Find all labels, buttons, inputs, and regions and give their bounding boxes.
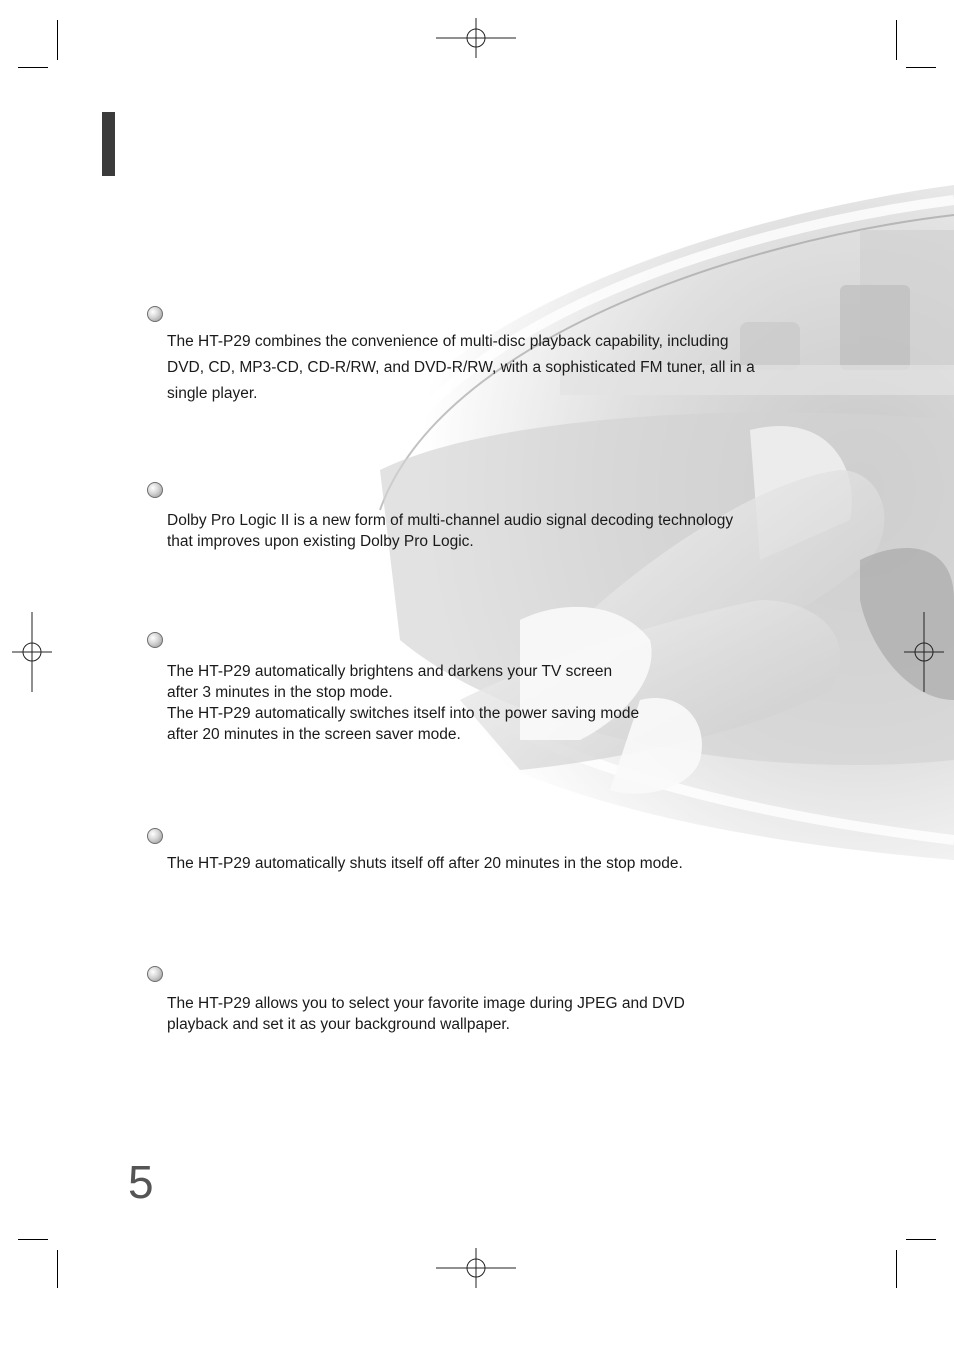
crop-mark	[18, 1239, 48, 1240]
feature-description	[167, 329, 755, 407]
page-number: 5	[128, 1156, 154, 1208]
feature-description	[167, 853, 683, 874]
feature-text-line: The HT-P29 combines the convenience of multi-disc playback capability, including	[167, 333, 729, 350]
feature-text-line: playback and set it as your background wallpaper.	[167, 1016, 510, 1033]
crop-mark	[906, 1239, 936, 1240]
feature-text-line: Dolby Pro Logic II is a new form of multi-channel audio signal decoding technology	[167, 512, 734, 529]
crop-mark	[896, 20, 897, 60]
sphere-bullet-icon	[147, 828, 163, 844]
feature-text-line: single player.	[167, 385, 258, 402]
crop-mark	[57, 1250, 58, 1288]
feature-text-line: DVD, CD, MP3-CD, CD-R/RW, and DVD-R/RW, with a sophisticated FM tuner, all in a	[167, 359, 755, 376]
feature-text-line: after 3 minutes in the stop mode.	[167, 684, 393, 701]
crosshair-registration-mark-icon	[436, 18, 516, 58]
crop-mark	[896, 1250, 897, 1288]
crop-mark	[906, 67, 936, 68]
sphere-bullet-icon	[147, 482, 163, 498]
sphere-bullet-icon	[147, 632, 163, 648]
feature-text-line: after 20 minutes in the screen saver mode.	[167, 726, 461, 743]
crop-mark	[18, 67, 48, 68]
feature-text-line: The HT-P29 automatically shuts itself off after 20 minutes in the stop mode.	[167, 855, 683, 872]
crosshair-registration-mark-icon	[904, 612, 944, 692]
feature-text-line: The HT-P29 allows you to select your favorite image during JPEG and DVD	[167, 995, 685, 1012]
crosshair-registration-mark-icon	[436, 1248, 516, 1288]
feature-description	[167, 661, 639, 745]
feature-description	[167, 993, 685, 1035]
crosshair-registration-mark-icon	[12, 612, 52, 692]
sphere-bullet-icon	[147, 966, 163, 982]
feature-text-line: The HT-P29 automatically switches itself into the power saving mode	[167, 705, 640, 722]
crop-mark	[57, 20, 58, 60]
title-accent-bar	[102, 112, 115, 176]
feature-text-line: that improves upon existing Dolby Pro Logic.	[167, 533, 474, 550]
feature-description	[167, 510, 733, 552]
sphere-bullet-icon	[147, 306, 163, 322]
feature-text-line: The HT-P29 automatically brightens and darkens your TV screen	[167, 663, 613, 680]
